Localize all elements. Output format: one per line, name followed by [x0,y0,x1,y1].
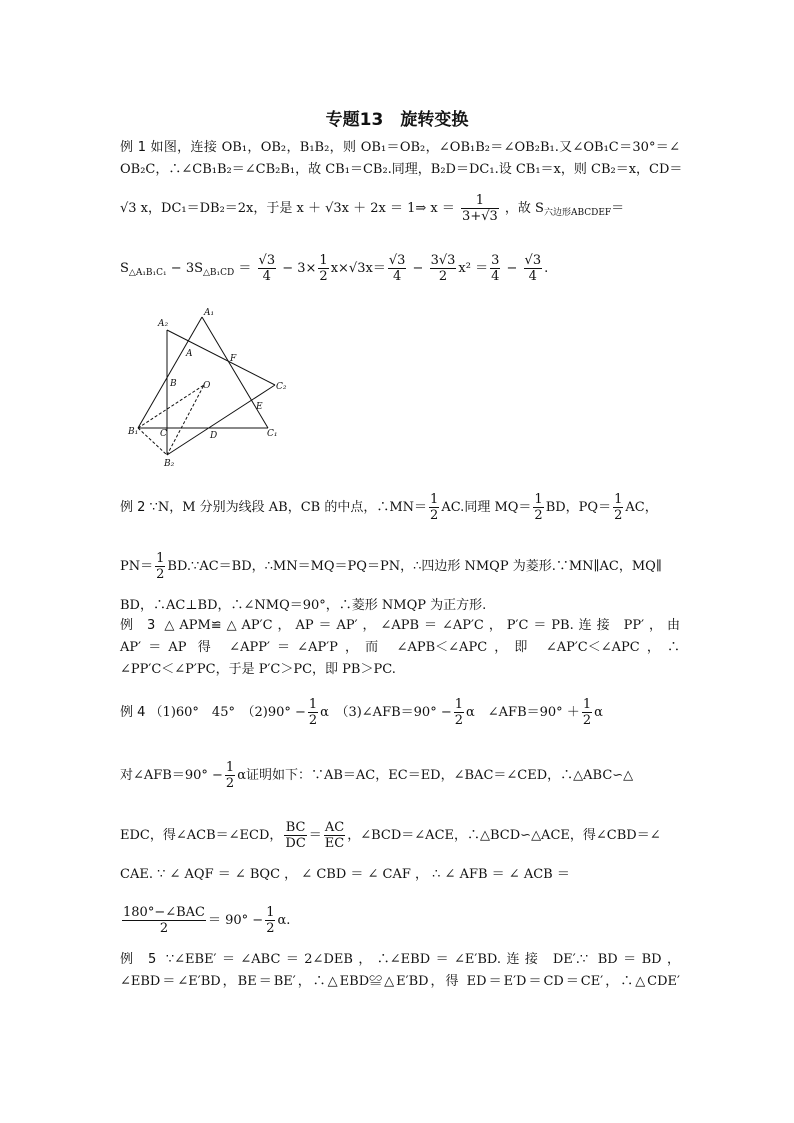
example-3-line-2: AP′＝AP 得 ∠APP′＝∠AP′P，而 ∠APB＜∠APC，即 ∠AP′C＜∠APC，∴ [120,640,680,655]
label-a: A [186,349,193,359]
fraction: $\frac{3}{4}$ [491,253,500,284]
example-4-line-2: 对∠AFB＝90° − $\frac{1}{2}$ α证明如下：∵AB＝AC，EC＝ED，∠BAC＝∠CED，∴△ABC∽△ [120,760,634,791]
fraction: $\frac{1}{2}$ [319,253,328,284]
example-4-line-5: $\frac{\text{180°−∠BAC}}{2}$ ＝ 90° − $\frac{1}{2}$ α. [123,905,291,936]
example-2-label: 例 2 [120,500,146,515]
fraction: $\frac{1}{2}$ [156,551,165,582]
fraction: $\frac{1}{2}$ [534,492,543,523]
label-c: C [160,429,167,439]
example-4-line-4: CAE. ∵ ∠ AQF ＝ ∠ BQC ， ∠ CBD ＝ ∠ CAF ， ∴ ∠ AFB ＝ ∠ ACB ＝ [120,867,570,882]
example-4-label: 例 4 [120,705,146,720]
label-a2: A₂ [158,319,169,329]
dashed-ob2 [167,385,204,455]
example-5-line-2: ∠EBD＝∠E′BD，BE＝BE′，∴△EBD≌△E′BD，得 ED＝E′D＝CD＝CE′，∴△CDE′ [120,974,680,989]
fraction: $\frac{1}{3+√3}$ [462,193,498,224]
segment-a1-b1 [138,317,202,428]
example-5-label: 例 5 [120,952,157,967]
label-o: O [203,381,211,391]
fraction: $\frac{√3}{4}$ [388,253,406,284]
fraction: $\frac{1}{2}$ [308,697,318,728]
dashed-ob1 [138,385,204,428]
label-b: B [170,379,177,389]
label-c2: C₂ [276,382,287,392]
label-a1: A₁ [204,308,215,318]
example-4-line-3: EDC，得∠ACB＝∠ECD， $\frac{BC}{DC}$ ＝ $\frac{AC}{EC}$ ，∠BCD＝∠ACE，∴△BCD∽△ACE，得∠CBD＝∠ [120,820,661,851]
fraction: $\frac{1}{2}$ [266,905,275,936]
example-3-line-1: 例 3 △APM≌△AP′C，AP＝AP′，∠APB＝∠AP′C，P′C＝PB.连接 PP′，由 [120,618,680,633]
label-b2: B₂ [164,459,175,469]
example-1-line-4: $S_{\triangle A_1B_1C_1} - 3S_{\triangle B_1CD}$ ＝ $\frac{√3}{4}$ − 3× $\frac{1}{2}$ x×√3x＝ $\frac{√3}{4}$ − $\frac{3√3}{2}$ x² ＝ $\frac{3}{4}$ − $\frac{√3}{4}$ . [120,253,549,284]
fraction: $\frac{1}{2}$ [582,697,592,728]
fraction: $\frac{1}{2}$ [454,697,463,728]
label-f: F [230,354,237,364]
page-title: 专题13 旋转变换 [325,110,469,130]
example-1-line-3: √3 x，DC₁＝DB₂＝2x，于是 x ＋ √3x ＋ 2x ＝ 1⇒ x ＝ $\frac{1}{3+√3}$ ，故 $S_{六边形ABCDEF}=$ [120,193,625,224]
fraction: $\frac{AC}{EC}$ [324,820,345,851]
fraction: $\frac{3√3}{2}$ [430,253,456,284]
fraction: $\frac{√3}{4}$ [258,253,276,284]
label-c1: C₁ [267,429,278,439]
example-3-line-3: ∠PP′C＜∠P′PC，于是 P′C＞PC，即 PB＞PC. [120,662,396,677]
fraction: $\frac{1}{2}$ [225,760,235,791]
segment-b2-c2 [167,385,275,455]
example-1-label: 例 1 [120,140,147,155]
label-d: D [210,431,218,441]
fraction: $\frac{\text{180°−∠BAC}}{2}$ [123,905,205,936]
fraction: $\frac{1}{2}$ [430,492,439,523]
label-e: E [256,402,263,412]
segment-a2-c2 [167,330,275,385]
geometry-figure [120,300,295,475]
fraction: $\frac{√3}{4}$ [524,253,542,284]
example-1-line-2: OB₂C，∴∠CB₁B₂＝∠CB₂B₁，故 CB₁＝CB₂.同理，B₂D＝DC₁.设 CB₁＝x，则 CB₂＝x，CD＝ [120,162,683,177]
example-3-label: 例 3 [120,618,156,633]
fraction: $\frac{1}{2}$ [614,492,623,523]
example-4-line-1: 例 4 （1)60° 45° （2)90° − $\frac{1}{2}$ α （3)∠AFB＝90° − $\frac{1}{2}$ α ∠AFB＝90° ＋ $\frac{1}{2}$ α [120,697,603,728]
example-2-line-2: PN＝ $\frac{1}{2}$ BD.∵AC＝BD，∴MN＝MQ＝PQ＝PN，∴四边形 NMQP 为菱形.∵MN∥AC，MQ∥ [120,551,662,582]
example-2-line-1: 例 2 ∵N，M 分别为线段 AB，CB 的中点，∴MN＝ $\frac{1}{2}$ AC.同理 MQ＝ $\frac{1}{2}$ BD，PQ＝ $\frac{1}{2}$ AC， [120,492,658,523]
example-1-line-1: 例 1 如图，连接 OB₁，OB₂，B₁B₂，则 OB₁＝OB₂，∠OB₁B₂＝∠OB₂B₁.又∠OB₁C＝30°＝∠ [120,140,680,155]
example-5-line-1: 例 5 ∵∠EBE′＝∠ABC＝2∠DEB，∴∠EBD＝∠E′BD.连接 DE′.∵ BD＝BD， [120,952,680,967]
example-2-line-3: BD，∴AC⊥BD，∴∠NMQ＝90°，∴菱形 NMQP 为正方形. [120,598,487,613]
fraction: $\frac{BC}{DC}$ [285,820,306,851]
label-b1: B₁ [128,427,139,437]
